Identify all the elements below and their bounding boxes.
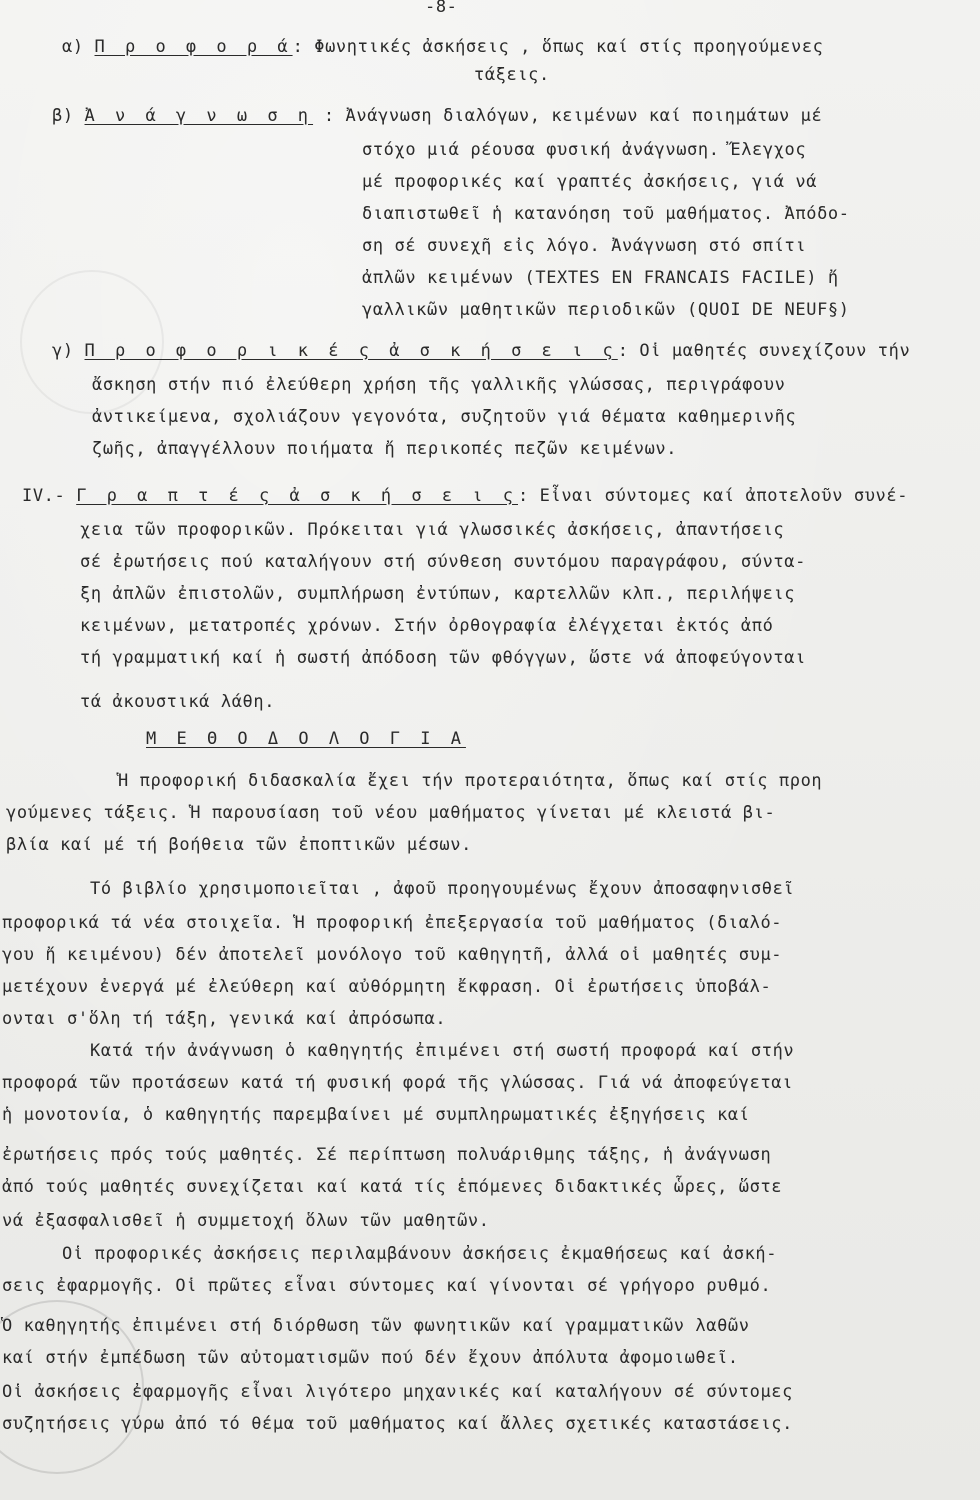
- text-line: ἀπλῶν κειμένων (TEXTES EN FRANCAIS FACILE) ἤ: [362, 268, 839, 288]
- section-gamma: γ) Π ρ ο φ ο ρ ι κ έ ς ἀ σ κ ή σ ε ι ς: Οἱ μαθητές συνεχίζουν τήν: [52, 341, 911, 361]
- text-line: τά ἀκουστικά λάθη.: [80, 692, 276, 712]
- heading-oral-exercises: Π ρ ο φ ο ρ ι κ έ ς ἀ σ κ ή σ ε ι ς: [84, 341, 618, 361]
- text-line: Οἱ ἀσκήσεις ἐφαρμογῆς εἶναι λιγότερο μηχανικές καί καταλήγουν σέ σύντομες: [2, 1382, 793, 1402]
- text-line: ἄσκηση στήν πιό ἐλεύθερη χρήση τῆς γαλλικῆς γλώσσας, περιγράφουν: [92, 375, 786, 395]
- section-alpha: α) Π ρ ο φ ο ρ ά: Φωνητικές ἀσκήσεις , ὅπως καί στίς προηγούμενες: [62, 37, 824, 57]
- text-line: βλία καί μέ τή βοήθεια τῶν ἐποπτικῶν μέσων.: [6, 835, 472, 855]
- text-line: ἀπό τούς μαθητές συνεχίζεται καί κατά τίς ἑπόμενες διδακτικές ὧρες, ὥστε: [2, 1177, 783, 1197]
- text-line: προφορά τῶν προτάσεων κατά τή φυσική φορά τῆς γλώσσας. Γιά νά ἀποφεύγεται: [2, 1073, 793, 1093]
- text-line: ἐρωτήσεις πρός τούς μαθητές. Σέ περίπτωση πολυάριθμης τάξης, ἡ ἀνάγνωση: [2, 1145, 772, 1165]
- text-line: Τό βιβλίο χρησιμοποιεῖται , ἀφοῦ προηγουμένως ἔχουν ἀποσαφηνισθεῖ: [90, 879, 795, 899]
- heading-reading: Ἀ ν ά γ ν ω σ η: [84, 106, 314, 126]
- heading-methodology: Μ Ε Θ Ο Δ Ο Λ Ο Γ Ι Α: [146, 729, 466, 749]
- heading-written-exercises: Γ ρ α π τ έ ς ἀ σ κ ή σ ε ι ς: [76, 486, 518, 506]
- text-line: ζωῆς, ἀπαγγέλλουν ποιήματα ἤ περικοπές πεζῶν κειμένων.: [92, 439, 678, 459]
- text-line: ση σέ συνεχῆ εἰς λόγο. Ἀνάγνωση στό σπίτι: [362, 236, 807, 256]
- text-line: μέ προφορικές καί γραπτές ἀσκήσεις, γιά νά: [362, 172, 818, 192]
- text-line: ἀντικείμενα, σχολιάζουν γεγονότα, συζητοῦν γιά θέματα καθημερινῆς: [92, 407, 797, 427]
- text-line: ονται σ'ὅλη τή τάξη, γενικά καί ἀπρόσωπα.: [2, 1009, 447, 1029]
- text-line: χεια τῶν προφορικῶν. Πρόκειται γιά γλωσσικές ἀσκήσεις, ἀπαντήσεις: [80, 520, 785, 540]
- text-line: Κατά τήν ἀνάγνωση ὁ καθηγητής ἐπιμένει στή σωστή προφορά καί στήν: [90, 1041, 795, 1061]
- text-line: κειμένων, μετατροπές χρόνων. Στήν ὀρθογραφία ἐλέγχεται ἐκτός ἀπό: [80, 616, 774, 636]
- section-iv: IV.- Γ ρ α π τ έ ς ἀ σ κ ή σ ε ι ς: Εἶναι σύντομες καί ἀποτελοῦν συνέ-: [22, 486, 909, 506]
- text-line: γούμενες τάξεις. Ἡ παρουσίαση τοῦ νέου μαθήματος γίνεται μέ κλειστά βι-: [6, 803, 776, 823]
- text-line: καί στήν ἐμπέδωση τῶν αὐτοματισμῶν πού δέν ἔχουν ἀπόλυτα ἀφομοιωθεῖ.: [2, 1348, 739, 1368]
- text-line: τή γραμματική καί ἡ σωστή ἀπόδοση τῶν φθόγγων, ὥστε νά ἀποφεύγονται: [80, 648, 806, 668]
- text-line: Ἡ προφορική διδασκαλία ἔχει τήν προτεραιότητα, ὅπως καί στίς προη: [118, 771, 823, 791]
- text-line: διαπιστωθεῖ ἡ κατανόηση τοῦ μαθήματος. Ἀπόδο-: [362, 204, 850, 224]
- section-beta: β) Ἀ ν ά γ ν ω σ η : Ἀνάγνωση διαλόγων, κειμένων καί ποιημάτων μέ: [52, 106, 823, 126]
- text-line: ἡ μονοτονία, ὁ καθηγητής παρεμβαίνει μέ συμπληρωματικές ἐξηγήσεις καί: [2, 1105, 750, 1125]
- text-line: στόχο μιά ρέουσα φυσική ἀνάγνωση. Ἔλεγχος: [362, 140, 807, 160]
- text-line: σέ ἐρωτήσεις πού καταλήγουν στή σύνθεση συντόμου παραγράφου, σύντα-: [80, 552, 806, 572]
- text-line: νά ἐξασφαλισθεῖ ἡ συμμετοχή ὅλων τῶν μαθητῶν.: [2, 1211, 490, 1231]
- text-line: γαλλικῶν μαθητικῶν περιοδικῶν (QUOI DE NEUF§): [362, 300, 850, 320]
- text-line: γου ἤ κειμένου) δέν ἀποτελεῖ μονόλογο τοῦ καθηγητῆ, ἀλλά οἱ μαθητές συμ-: [2, 945, 783, 965]
- text-line: προφορικά τά νέα στοιχεῖα. Ἡ προφορική ἐπεξεργασία τοῦ μαθήματος (διαλό-: [2, 913, 783, 933]
- text-line: Ὁ καθηγητής ἐπιμένει στή διόρθωση τῶν φωνητικῶν καί γραμματικῶν λαθῶν: [2, 1316, 750, 1336]
- text-line: Οἱ προφορικές ἀσκήσεις περιλαμβάνουν ἀσκήσεις ἐκμαθήσεως καί ἀσκή-: [62, 1244, 778, 1264]
- text-line: τάξεις.: [474, 65, 550, 85]
- text-line: μετέχουν ἐνεργά μέ ἐλεύθερη καί αὐθόρμητη ἔκφραση. Οἱ ἐρωτήσεις ὑποβάλ-: [2, 977, 772, 997]
- text-line: ξη ἀπλῶν ἐπιστολῶν, συμπλήρωση ἐντύπων, καρτελλῶν κλπ., περιλήψεις: [80, 584, 796, 604]
- text-line: σεις ἐφαρμογῆς. Οἱ πρῶτες εἶναι σύντομες καί γίνονται σέ γρήγορο ρυθμό.: [2, 1276, 772, 1296]
- heading-pronunciation: Π ρ ο φ ο ρ ά: [94, 37, 293, 57]
- text-line: συζητήσεις γύρω ἀπό τό θέμα τοῦ μαθήματος καί ἄλλες σχετικές καταστάσεις.: [2, 1414, 793, 1434]
- page-number: -8-: [425, 0, 458, 17]
